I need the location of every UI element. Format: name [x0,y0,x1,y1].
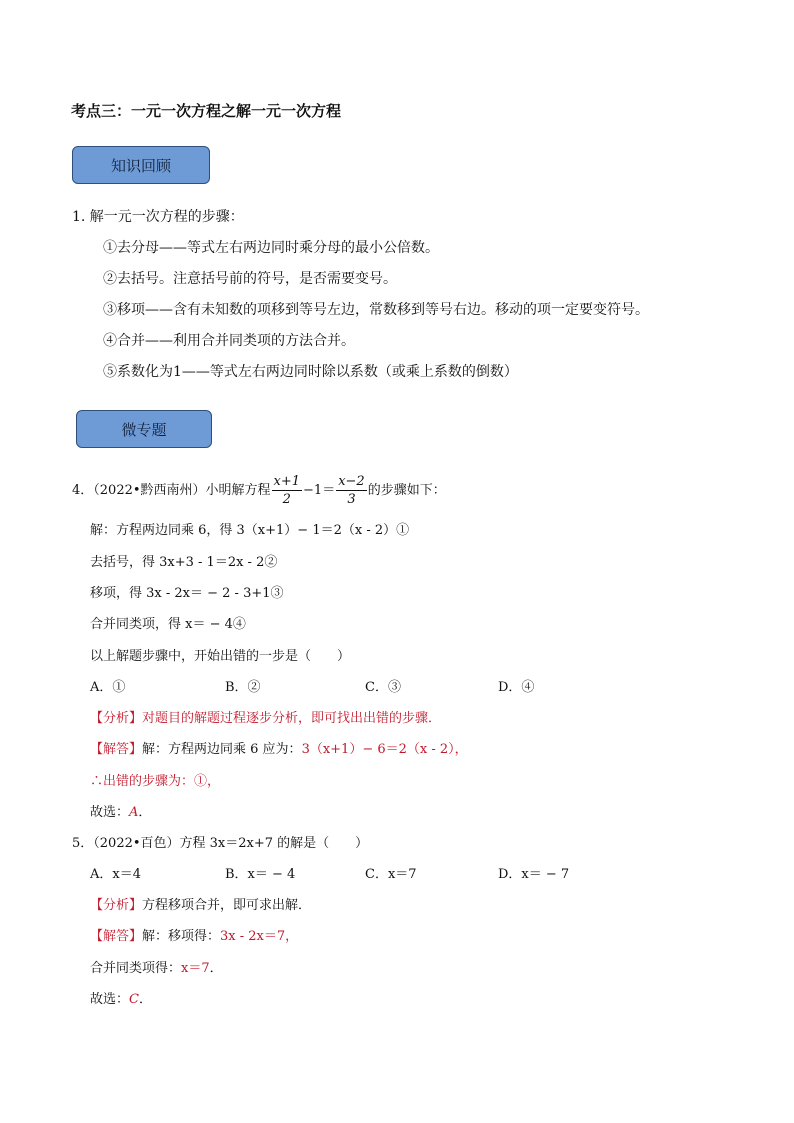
q4-option-b: B．② [225,680,261,695]
q4-fraction-2: $\frac{x-2}{3}$ [338,474,365,507]
q5-merge: 合并同类项得：x＝7． [90,961,223,976]
q5-stem: 5．（2022•百色）方程 3x＝2x+7 的解是（ ） [72,836,369,851]
answer-tag: 【解答】 [90,742,143,757]
q5-option-b: B．x＝ − 4 [225,867,296,882]
review-step-5: ⑤系数化为1——等式左右两边同时除以系数（或乘上系数的倒数） [103,364,518,380]
answer-red: 3x - 2x＝7， [220,929,299,944]
review-step-1: ①去分母——等式左右两边同时乘分母的最小公倍数。 [103,240,439,256]
q5-answer [90,925,298,944]
answer-red: 3（x+1）− 6＝2（x - 2）， [301,742,468,757]
q5-choice: 故选：C． [90,992,152,1007]
analysis-text: 方程移项合并，即可求出解． [142,898,312,913]
analysis-text: 对题目的解题过程逐步分析，即可找出出错的步骤． [142,711,442,726]
q5-option-a: A．x＝4 [90,867,141,882]
q5-analysis [90,894,311,913]
q4-option-c: C．③ [365,680,401,695]
analysis-tag: 【分析】 [90,711,143,726]
q4-question: 以上解题步骤中，开始出错的一步是（ ） [90,649,351,664]
answer-prefix: 解：方程两边同乘 6 应为： [142,742,302,757]
review-step-4: ④合并——利用合并同类项的方法合并。 [103,333,355,349]
q4-option-a: A．① [90,680,126,695]
review-heading: 1. 解一元一次方程的步骤： [72,209,244,225]
q4-solution-2: 去括号，得 3x+3 - 1＝2x - 2② [90,555,278,570]
page-title: 考点三：一元一次方程之解一元一次方程 [71,102,342,120]
badge-label: 知识回顾 [110,156,171,175]
q4-stem [72,473,446,508]
q4-solution-4: 合并同类项，得 x＝ − 4④ [90,617,246,632]
q4-choice: 故选：A． [90,805,152,820]
section-badge-review [72,146,210,184]
answer-prefix: 解：移项得： [142,929,221,944]
q5-option-d: D．x＝ − 7 [498,867,570,882]
analysis-tag: 【分析】 [90,898,143,913]
answer-tag: 【解答】 [90,929,143,944]
q4-stem-middle: −1＝ [303,483,336,498]
q5-option-c: C．x＝7 [365,867,417,882]
q4-stem-suffix: 的步骤如下： [367,483,446,498]
q4-fraction-1: $\frac{x+1}{2}$ [273,474,301,507]
q4-option-d: D．④ [498,680,535,695]
q4-solution-3: 移项，得 3x - 2x＝ − 2 - 3+1③ [90,586,284,601]
review-step-2: ②去括号。注意括号前的符号，是否需要变号。 [103,271,397,287]
badge-label: 微专题 [121,420,167,439]
review-step-3: ③移项——含有未知数的项移到等号左边，常数移到等号右边。移动的项一定要变符号。 [103,302,649,318]
section-badge-topic [76,410,212,448]
q4-answer [90,738,468,757]
q4-solution-1: 解：方程两边同乘 6，得 3（x+1）− 1＝2（x - 2）① [90,523,410,538]
q4-stem-prefix: 4．（2022•黔西南州）小明解方程 [72,483,271,498]
q4-analysis [90,707,441,726]
q4-error-step: ∴出错的步骤为：①， [90,774,221,789]
